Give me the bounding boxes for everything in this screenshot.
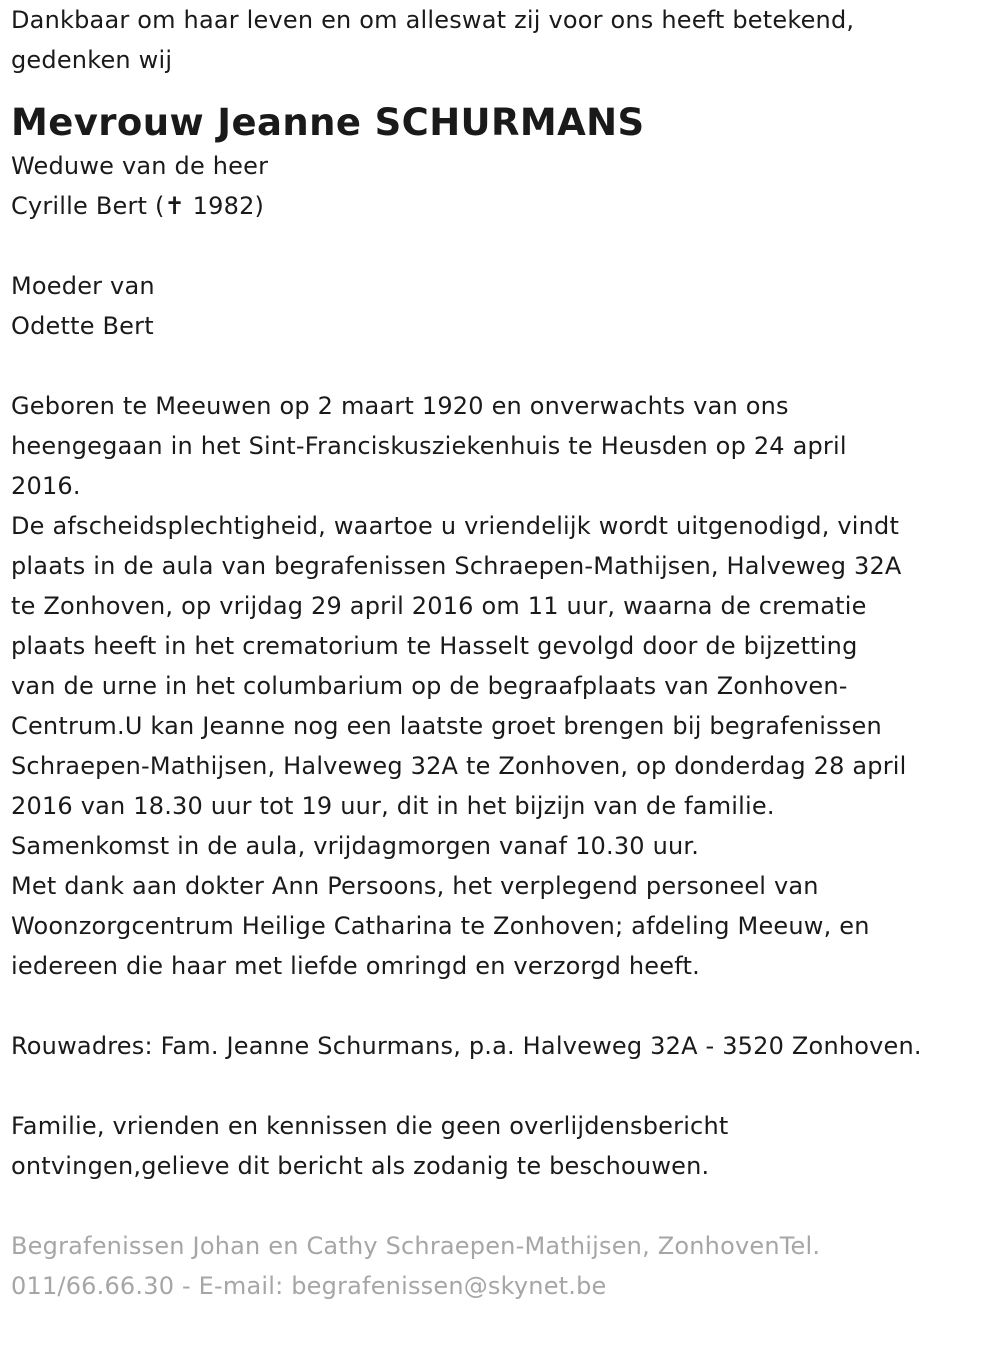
body-line: Centrum.U kan Jeanne nog een laatste groet brengen bij begrafenissen xyxy=(11,712,882,740)
notice-section xyxy=(11,1106,992,1186)
intro-line: Dankbaar om haar leven en om alleswat zij voor ons heeft betekend, xyxy=(11,6,855,34)
notice-line: ontvingen,gelieve dit bericht als zodanig te beschouwen. xyxy=(11,1152,710,1180)
footer-line: Begrafenissen Johan en Cathy Schraepen-Mathijsen, ZonhovenTel. xyxy=(11,1232,821,1260)
deceased-name: Mevrouw Jeanne SCHURMANS xyxy=(11,101,645,144)
notice-line: Familie, vrienden en kennissen die geen overlijdensbericht xyxy=(11,1112,729,1140)
mother-of-section xyxy=(11,266,992,346)
spouse-section xyxy=(11,146,992,226)
body-line: Geboren te Meeuwen op 2 maart 1920 en onverwachts van ons xyxy=(11,392,789,420)
body-line: van de urne in het columbarium op de begraafplaats van Zonhoven- xyxy=(11,672,848,700)
body-line: te Zonhoven, op vrijdag 29 april 2016 om 11 uur, waarna de crematie xyxy=(11,592,867,620)
body-line: 2016. xyxy=(11,472,81,500)
body-line: Schraepen-Mathijsen, Halveweg 32A te Zonhoven, op donderdag 28 april xyxy=(11,752,907,780)
body-line: Samenkomst in de aula, vrijdagmorgen vanaf 10.30 uur. xyxy=(11,832,700,860)
body-line: 2016 van 18.30 uur tot 19 uur, dit in het bijzijn van de familie. xyxy=(11,792,775,820)
announcement-body xyxy=(11,386,992,986)
mourning-address: Rouwadres: Fam. Jeanne Schurmans, p.a. Halveweg 32A - 3520 Zonhoven. xyxy=(11,1032,922,1060)
body-line: De afscheidsplechtigheid, waartoe u vriendelijk wordt uitgenodigd, vindt xyxy=(11,512,900,540)
spouse-line: Weduwe van de heer xyxy=(11,152,269,180)
footer-line: 011/66.66.30 - E-mail: begrafenissen@skynet.be xyxy=(11,1272,607,1300)
body-line: heengegaan in het Sint-Franciskusziekenhuis te Heusden op 24 april xyxy=(11,432,847,460)
funeral-home-footer xyxy=(11,1226,992,1306)
body-line: iedereen die haar met liefde omringd en verzorgd heeft. xyxy=(11,952,700,980)
spouse-line: Cyrille Bert (✝ 1982) xyxy=(11,192,265,220)
mother-of-line: Odette Bert xyxy=(11,312,154,340)
mother-of-line: Moeder van xyxy=(11,272,155,300)
intro-section xyxy=(11,0,992,80)
body-line: Met dank aan dokter Ann Persoons, het verplegend personeel van xyxy=(11,872,819,900)
intro-line: gedenken wij xyxy=(11,46,173,74)
body-line: plaats heeft in het crematorium te Hasselt gevolgd door de bijzetting xyxy=(11,632,858,660)
body-line: plaats in de aula van begrafenissen Schraepen-Mathijsen, Halveweg 32A xyxy=(11,552,902,580)
body-line: Woonzorgcentrum Heilige Catharina te Zonhoven; afdeling Meeuw, en xyxy=(11,912,870,940)
